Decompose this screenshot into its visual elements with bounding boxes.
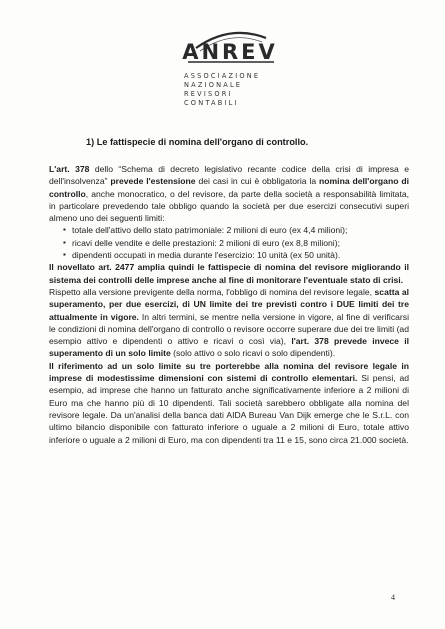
list-item: ▪ ricavi delle vendite e delle prestazioni: 2 milioni di euro (ex 8,8 milioni); <box>63 237 409 249</box>
p1-bold-2: prevede l'estensione <box>110 176 196 187</box>
paragraph-3 <box>49 286 409 360</box>
p3-text-3: (solo attivo o solo ricavi o solo dipendenti). <box>170 348 336 359</box>
p1-text-1: dello “Schema di decreto legislativo recante codice della crisi di impresa e dell'insolvenza” <box>49 164 409 187</box>
list-item: ▪ dipendenti occupati in media durante l'esercizio: 10 unità (ex 50 unità). <box>63 249 409 261</box>
logo-wordmark: ANREV <box>182 40 278 64</box>
paragraph-1 <box>49 163 409 224</box>
p3-text-2: In altri termini, se mentre nella versione in vigore, al fine di verificarsi le condizioni di nomina dell'organo di controllo o revisore occorre superare due dei tre limiti (ad esempio attivo e dipendenti o attivo e ricavi o così via), <box>49 311 409 347</box>
org-line-4: CONTABILI <box>184 99 239 107</box>
p3-text-1: Rispetto alla versione previgente della norma, l'obbligo di nomina del revisore legale, <box>49 286 375 297</box>
p4-text: Si pensi, ad esempio, ad imprese che hanno un fatturato anche significativamente inferiore a 2 milioni di Euro ma che hanno più di 10 dipendenti. Tali società sarebbero obbligate alla nomina del revisore legale. Da un'analisi della banca dati AIDA Bureau Van Dijk emerge che le S.r.L. con ultimo bilancio disponibile con fatturato inferiore o uguale a 2 milioni di Euro, totale attivo inferiore o uguale a 2 milioni di Euro, ma con dipendenti tra 11 e 15, sono circa 21.000 società. <box>49 373 410 445</box>
p1-bold-1: L'art. 378 <box>49 164 90 174</box>
section-heading: 1) Le fattispecie di nomina dell'organo di controllo. <box>86 137 309 147</box>
p3-bold-1: scatta al superamento, per due esercizi, di UN limite dei tre previsti contro i DUE limiti dei tre attualmente in vigore. <box>49 286 409 322</box>
anrev-logo <box>170 18 290 110</box>
org-line-3: REVISORI <box>184 90 233 98</box>
page-number: 4 <box>391 593 395 602</box>
limits-list <box>49 224 409 261</box>
org-line-2: NAZIONALE <box>184 81 243 89</box>
p1-bold-3: nomina dell'organo di controllo <box>49 176 409 199</box>
org-line-1: ASSOCIAZIONE <box>184 72 261 80</box>
p4-bold: Il riferimento ad un solo limite su tre porterebbe alla nomina del revisore legale in imprese di modestissime dimensioni con sistemi di controllo elementari. <box>49 360 409 384</box>
paragraph-4 <box>49 360 409 446</box>
p2-bold: Il novellato art. 2477 amplia quindi le fattispecie di nomina del revisore migliorando il sistema dei controlli delle imprese anche al fine di monitorare l'eventuale stato di crisi. <box>49 262 409 285</box>
paragraph-2 <box>49 261 409 286</box>
p1-text-2: dei casi in cui è obbligatoria la <box>195 176 320 187</box>
p3-bold-2: l'art. 378 prevede invece il superamento di un solo limite <box>49 336 410 359</box>
body-text <box>49 163 409 446</box>
list-item: ▪ totale dell'attivo dello stato patrimoniale: 2 milioni di euro (ex 4,4 milioni); <box>63 224 409 236</box>
p1-text-3: , anche monocratico, o del revisore, da parte della società a responsabilità limitata, in particolare prevedendo tale obbligo quando la società per due esercizi consecutivi superi almeno uno dei seguenti limiti: <box>49 188 409 224</box>
